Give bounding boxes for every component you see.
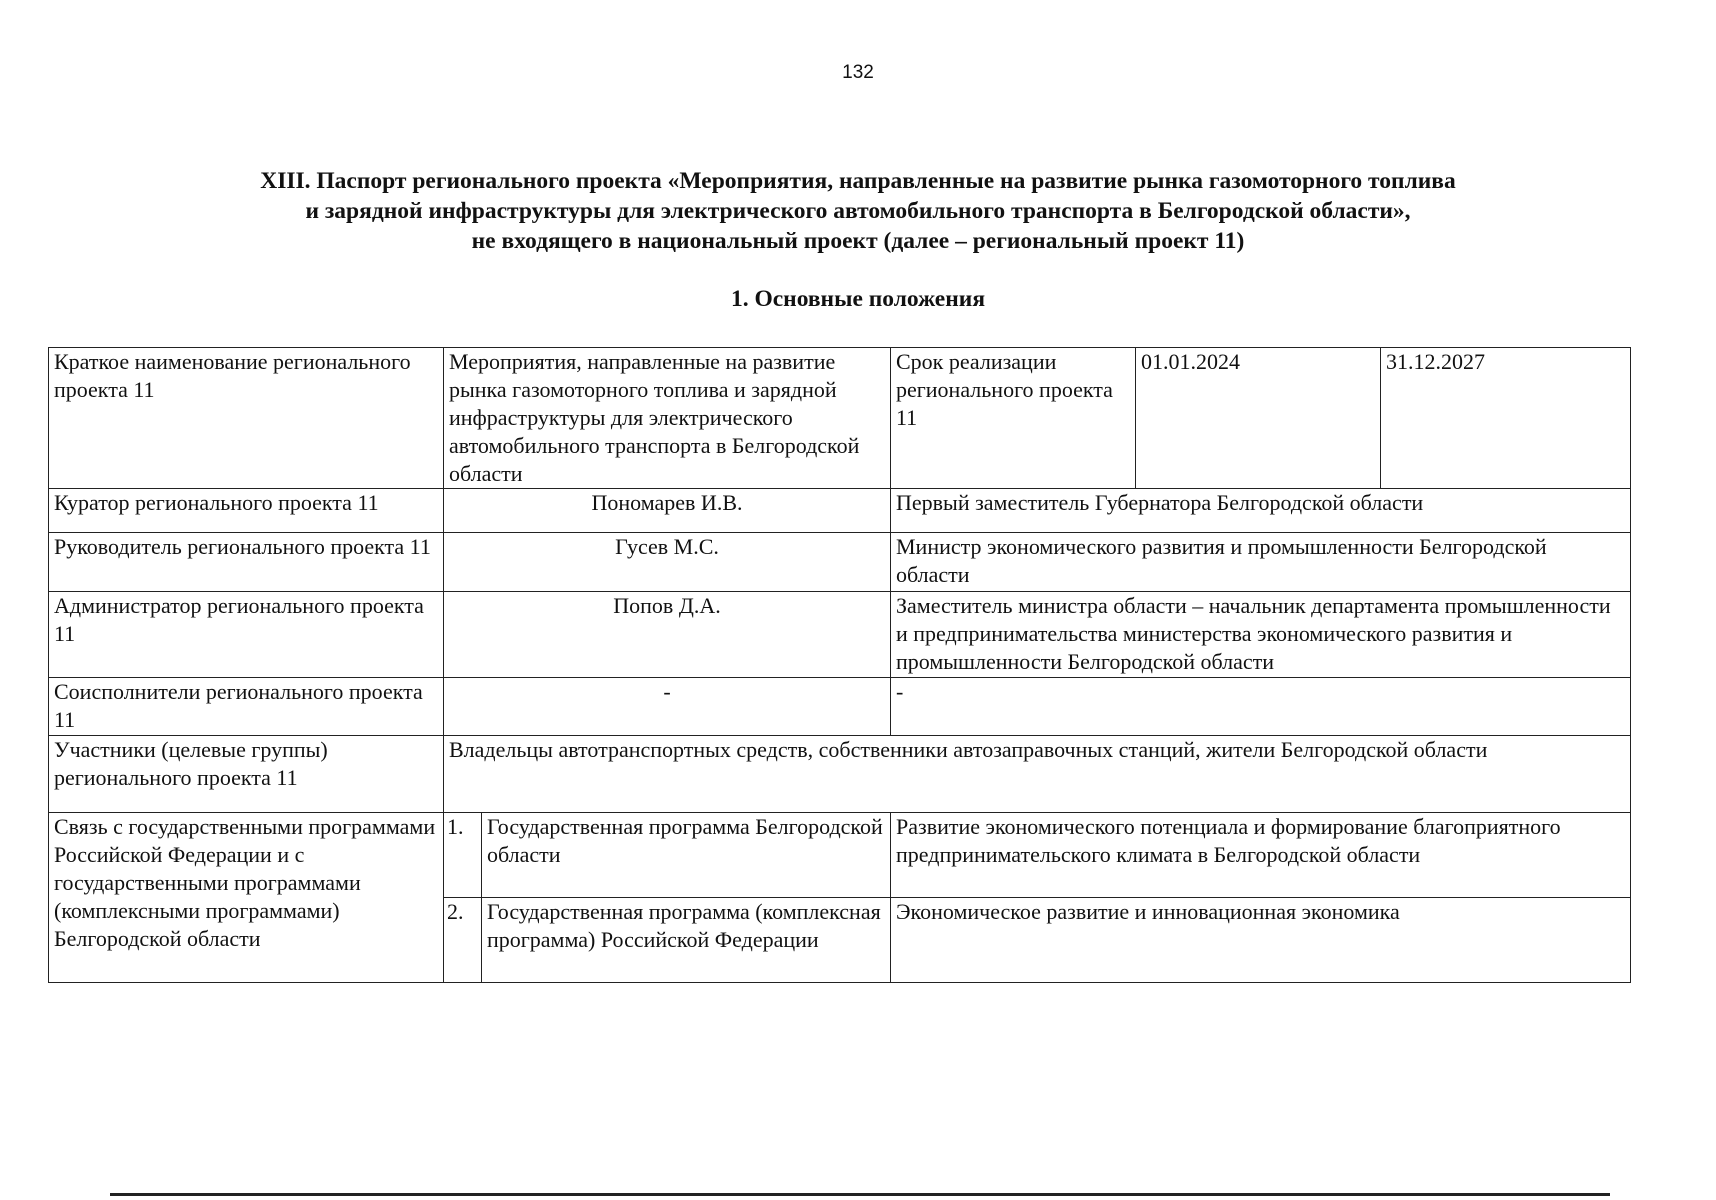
head-position: Министр экономического развития и промышленности Белгородской области — [891, 533, 1631, 592]
table-row-administrator — [49, 592, 1631, 678]
short-name-value: Мероприятия, направленные на развитие рынка газомоторного топлива и зарядной инфраструктуры для электрического автомобильного транспорта в Белгородской области — [444, 348, 891, 489]
start-date: 01.01.2024 — [1136, 348, 1381, 489]
table-row-program-1 — [49, 813, 1631, 898]
title-line-3: не входящего в национальный проект (далее – региональный проект 11) — [471, 228, 1245, 254]
table-row-short-name — [49, 348, 1631, 489]
administrator-name: Попов Д.А. — [444, 592, 891, 678]
title-line-1: XIII. Паспорт регионального проекта «Мероприятия, направленные на развитие рынка газомоторного топлива — [260, 168, 1456, 194]
curator-label: Куратор регионального проекта 11 — [49, 489, 444, 533]
program-1-type: Государственная программа Белгородской области — [482, 813, 891, 898]
program-2-number: 2. — [444, 898, 482, 983]
curator-name: Пономарев И.В. — [444, 489, 891, 533]
program-2-type: Государственная программа (комплексная программа) Российской Федерации — [482, 898, 891, 983]
title-line-2: и зарядной инфраструктуры для электрического автомобильного транспорта в Белгородской области», — [305, 198, 1411, 224]
co-executors-name: - — [444, 678, 891, 736]
program-1-number: 1. — [444, 813, 482, 898]
page-number: 132 — [842, 62, 874, 83]
curator-position: Первый заместитель Губернатора Белгородской области — [891, 489, 1631, 533]
programs-label: Связь с государственными программами Российской Федерации и с государственными программами (комплексными программами) Белгородской области — [49, 813, 444, 983]
program-1-name: Развитие экономического потенциала и формирование благоприятного предпринимательского климата в Белгородской области — [891, 813, 1631, 898]
passport-table — [48, 347, 1631, 983]
table-row-participants — [49, 736, 1631, 813]
table-row-curator — [49, 489, 1631, 533]
participants-value: Владельцы автотранспортных средств, собственники автозаправочных станций, жители Белгородской области — [444, 736, 1631, 813]
co-executors-position: - — [891, 678, 1631, 736]
document-title — [120, 166, 1596, 256]
head-name: Гусев М.С. — [444, 533, 891, 592]
administrator-label: Администратор регионального проекта 11 — [49, 592, 444, 678]
section-title: 1. Основные положения — [730, 286, 986, 312]
table-row-head — [49, 533, 1631, 592]
program-2-name: Экономическое развитие и инновационная экономика — [891, 898, 1631, 983]
table-row-co-executors — [49, 678, 1631, 736]
term-label: Срок реализации регионального проекта 11 — [891, 348, 1136, 489]
participants-label: Участники (целевые группы) регионального проекта 11 — [49, 736, 444, 813]
short-name-label: Краткое наименование регионального проекта 11 — [49, 348, 444, 489]
head-label: Руководитель регионального проекта 11 — [49, 533, 444, 592]
co-executors-label: Соисполнители регионального проекта 11 — [49, 678, 444, 736]
end-date: 31.12.2027 — [1381, 348, 1631, 489]
administrator-position: Заместитель министра области – начальник департамента промышленности и предпринимательства министерства экономического развития и промышленности Белгородской области — [891, 592, 1631, 678]
bottom-rule — [110, 1193, 1610, 1196]
